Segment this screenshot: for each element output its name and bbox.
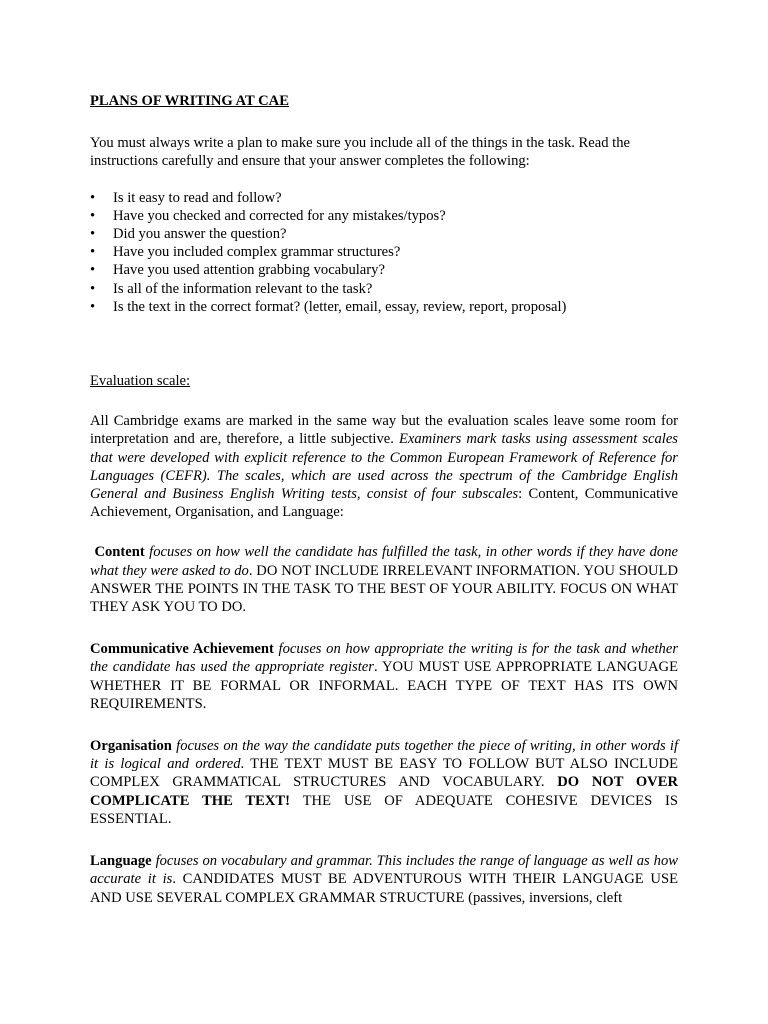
evaluation-lead-plain: All Cambridge exams are marked in the same way but the evaluation scales leave some room for interpretation and are, therefore, a little subjective. (90, 413, 678, 448)
language-tail: (passives, inversions, cleft (468, 889, 623, 906)
organisation-tail: THE USE OF ADEQUATE COHESIVE DEVICES IS ESSENTIAL. (90, 792, 678, 827)
checklist (90, 189, 678, 316)
document-page (90, 92, 678, 907)
organisation-section (90, 737, 678, 828)
list-item: • Have you checked and corrected for any mistakes/typos? (90, 207, 678, 225)
content-section (90, 543, 678, 616)
communicative-achievement-section (90, 640, 678, 713)
document-title: PLANS OF WRITING AT CAE (90, 93, 289, 109)
evaluation-lead-italic: Examiners mark tasks using assessment scales that were developed with explicit reference to the Common European Framework of Reference for Languages (CEFR). The scales, which are used across the spectrum of the Cambridge English General and Business English Writing tests, consist of four subscales (90, 431, 678, 503)
evaluation-paragraph (90, 412, 678, 521)
list-item: • Did you answer the question? (90, 225, 678, 243)
content-definition: focuses on how well the candidate has fulfilled the task, in other words if they have done what they were asked to do (90, 544, 678, 579)
evaluation-lead-tail: : Content, Communicative Achievement, Organisation, and Language: (90, 486, 678, 521)
list-item: • Is it easy to read and follow? (90, 189, 678, 207)
language-section (90, 852, 678, 907)
organisation-emphasis: DO NOT OVER COMPLICATE THE TEXT! (90, 774, 678, 809)
communicative-achievement-term: Communicative Achievement (90, 641, 274, 658)
language-advice: . CANDIDATES MUST BE ADVENTUROUS WITH THEIR LANGUAGE USE AND USE SEVERAL COMPLEX GRAMMAR STRUCTURE (90, 871, 679, 906)
list-item: • Is the text in the correct format? (letter, email, essay, review, report, proposal) (90, 298, 678, 316)
content-term: Content (94, 544, 145, 561)
organisation-advice: . THE TEXT MUST BE EASY TO FOLLOW BUT ALSO INCLUDE COMPLEX GRAMMATICAL STRUCTURES AND VOCABULARY. (90, 756, 679, 791)
intro-paragraph: You must always write a plan to make sure you include all of the things in the task. Read the instructions carefully and ensure that your answer completes the following: (90, 135, 631, 170)
language-definition: focuses on vocabulary and grammar. This includes the range of language as well as how accurate it is (90, 853, 678, 888)
content-advice: . DO NOT INCLUDE IRRELEVANT INFORMATION. YOU SHOULD ANSWER THE POINTS IN THE TASK TO THE BEST OF YOUR ABILITY. FOCUS ON WHAT THEY ASK YOU TO DO. (90, 562, 678, 616)
evaluation-heading: Evaluation scale: (90, 373, 191, 390)
organisation-term: Organisation (90, 738, 172, 755)
list-item: • Have you used attention grabbing vocabulary? (90, 261, 678, 279)
organisation-definition: focuses on the way the candidate puts together the piece of writing, in other words if it is logical and ordered (90, 738, 678, 773)
language-term: Language (90, 853, 152, 870)
communicative-achievement-definition: focuses on how appropriate the writing is for the task and whether the candidate has used the appropriate register (90, 641, 679, 676)
list-item: • Have you included complex grammar structures? (90, 243, 678, 261)
communicative-achievement-advice: . YOU MUST USE APPROPRIATE LANGUAGE WHETHER IT BE FORMAL OR INFORMAL. EACH TYPE OF TEXT HAS ITS OWN REQUIREMENTS. (90, 659, 678, 712)
list-item: • Is all of the information relevant to the task? (90, 280, 678, 298)
